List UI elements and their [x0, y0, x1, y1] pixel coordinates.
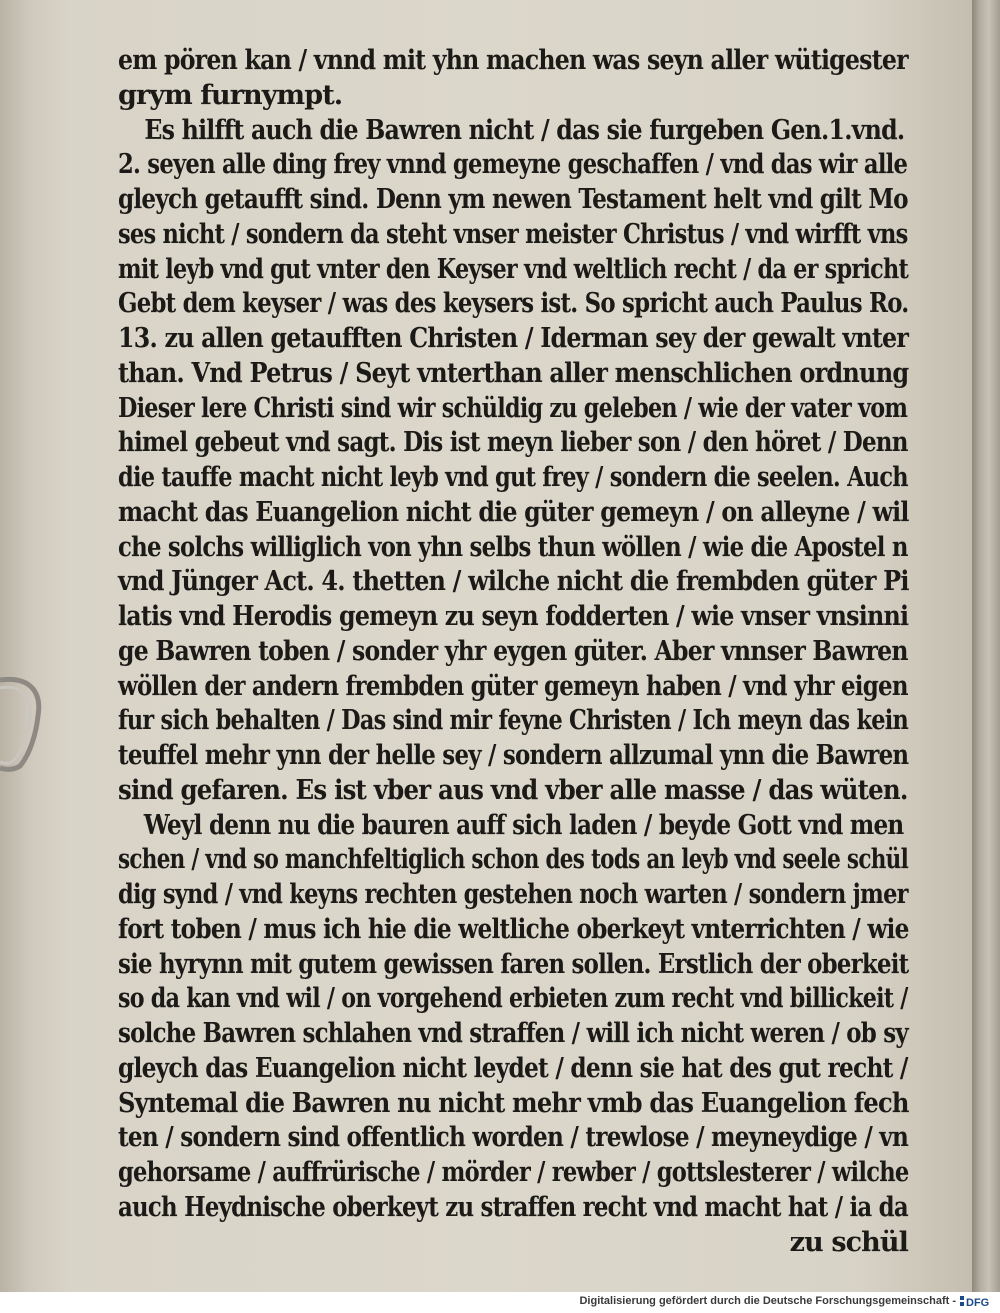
text-line: Weyl denn nu die bauren auff sich laden / beyde Gott vnd men [143, 809, 904, 841]
text-line: himel gebeut vnd sagt. Dis ist meyn lieber son / den höret / Denn [118, 427, 908, 459]
text-line: Es hilfft auch die Bawren nicht / das sie furgeben Gen.1.vnd. [144, 114, 905, 146]
text-line: Dieser lere Christi sind wir schüldig zu geleben / wie der vater vom [118, 392, 908, 424]
page-text-block [118, 44, 908, 1260]
text-line: wöllen der andern frembden güter gemeyn haben / vnd yhr eigen [118, 670, 908, 702]
text-line: teuffel mehr ynn der helle sey / sondern allzumal ynn die Bawren [118, 740, 909, 771]
text-line: mit leyb vnd gut vnter den Keyser vnd weltlich recht / da er spricht [118, 253, 909, 285]
text-line: sind gefaren. Es ist vber aus vnd vber alle masse / das wüten. [118, 774, 908, 806]
text-line: ses nicht / sondern da steht vnser meister Christus / vnd wirfft vns [118, 218, 908, 250]
catchword: zu schül [789, 1226, 908, 1258]
text-line: 2. seyen alle ding frey vnnd gemeyne geschaffen / vnd das wir alle [118, 149, 908, 181]
text-line: 13. zu allen getaufften Christen / Iderman sey der gewalt vnter [118, 323, 909, 354]
footer-credit: Digitalisierung gefördert durch die Deutsche Forschungsgemeinschaft - [579, 1295, 956, 1307]
text-line: ge Bawren toben / sonder yhr eygen güter. Aber vnnser Bawren [118, 635, 908, 667]
text-line: solche Bawren schlahen vnd straffen / will ich nicht weren / ob sy [118, 1018, 908, 1049]
text-line: che solchs williglich von yhn selbs thun wöllen / wie die Apostel n [118, 531, 908, 563]
text-line: Gebt dem keyser / was des keysers ist. So spricht auch Paulus Ro. [118, 288, 909, 320]
text-line: gehorsame / auffrürische / mörder / rewber / gottslesterer / wilche [118, 1157, 909, 1188]
text-line: auch Heydnische oberkeyt zu straffen recht vnd macht hat / ia da [118, 1191, 908, 1223]
text-line: gleych getaufft sind. Denn ym newen Testament helt vnd gilt Mo [118, 184, 908, 215]
text-line: than. Vnd Petrus / Seyt vnterthan aller menschlichen ordnung [118, 357, 909, 389]
text-line: em pören kan / vnnd mit yhn machen was seyn aller wütigester [118, 45, 908, 76]
text-line: Syntemal die Bawren nu nicht mehr vmb das Euangelion fech [118, 1087, 909, 1119]
dfg-logo-icon [960, 1294, 994, 1310]
page-clip-icon [0, 672, 48, 772]
text-line: gleych das Euangelion nicht leydet / denn sie hat des gut recht / [118, 1052, 908, 1084]
text-line: latis vnd Herodis gemeyn zu seyn fodderten / wie vnser vnsinni [118, 601, 909, 632]
text-line: dig synd / vnd keyns rechten gestehen noch warten / sondern jmer [118, 879, 908, 910]
text-line: so da kan vnd wil / on vorgehend erbieten zum recht vnd billickeit / [118, 983, 908, 1015]
page-edge [972, 0, 1000, 1292]
text-line: schen / vnd so manchfeltiglich schon des tods an leyb vnd seele schül [118, 844, 909, 876]
footer-bar [0, 1292, 1000, 1313]
text-line: fort toben / mus ich hie die weltliche oberkeyt vnterrichten / wie [118, 913, 909, 945]
text-line: grym furnympt. [118, 79, 343, 111]
text-line: vnd Jünger Act. 4. thetten / wilche nicht die frembden güter Pi [118, 566, 909, 598]
text-line: fur sich behalten / Das sind mir feyne Christen / Ich meyn das kein [118, 705, 908, 737]
text-line: macht das Euangelion nicht die güter gemeyn / on alleyne / wil [118, 496, 909, 528]
text-line: die tauffe macht nicht leyb vnd gut frey / sondern die seelen. Auch [118, 462, 908, 493]
text-line: sie hyrynn mit gutem gewissen faren sollen. Erstlich der oberkeit [118, 948, 909, 980]
dfg-logo-text: DFG [966, 1297, 990, 1309]
text-line: ten / sondern sind offentlich worden / trewlose / meyneydige / vn [118, 1122, 909, 1154]
